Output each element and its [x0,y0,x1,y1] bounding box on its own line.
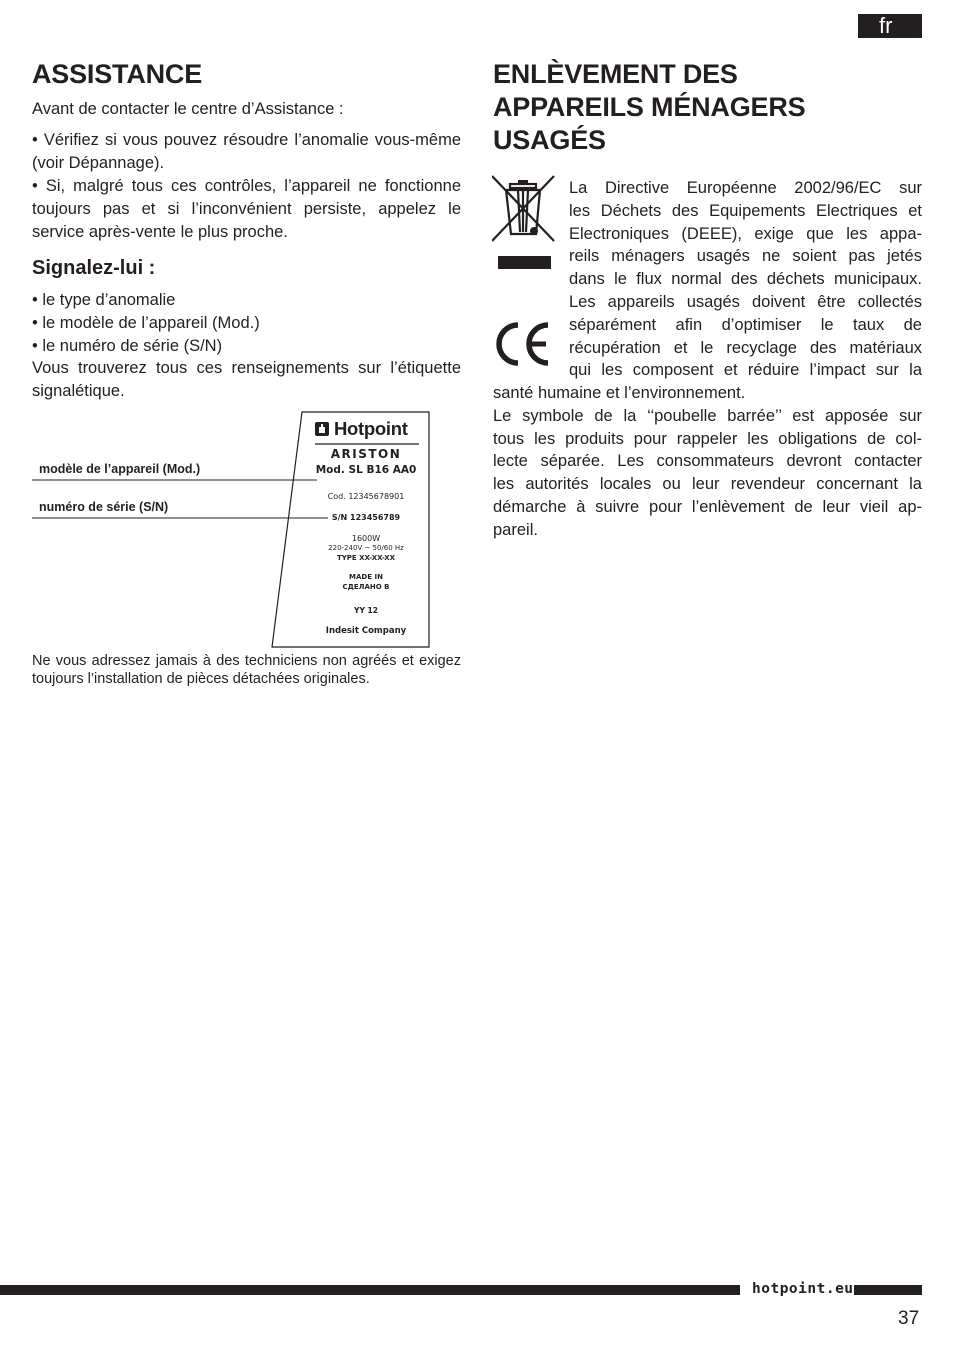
plate-made-in-ru: СДЕЛАНО В [342,583,390,591]
label-info-text: Vous trouverez tous ces renseignements sur l’étiquette signalétique. [32,359,461,400]
list-item-anomaly-type: • le type d’anomalie [32,291,176,309]
disposal-line: qui les composent et réduire l’impact sur la [569,361,922,380]
disposal-line: reils ménagers usagés ne soient pas jetés [569,247,922,266]
technician-note: Ne vous adressez jamais à des techniciens non agréés et exigez toujours l’installation de pièces détachées originales. [32,653,461,687]
footer-bar-right [854,1285,922,1295]
rating-plate-diagram [32,410,462,650]
sub-brand: ARISTON [330,447,402,461]
list-item-model: • le modèle de l’appareil (Mod.) [32,314,260,332]
assistance-bullet-2: • Si, malgré tous ces contrôles, l’appareil ne fonctionne toujours pas et si l’inconvénient persiste, appelez le service après-vente le plus proche. [32,177,461,241]
plate-voltage: 220-240V ~ 50/60 Hz [328,544,404,552]
page-number: 37 [898,1308,920,1329]
plate-serial: S/N 123456789 [331,513,401,522]
plate-cod: Cod. 12345678901 [327,492,405,501]
disposal-line: La Directive Européenne 2002/96/EC sur [569,179,922,197]
language-tag-label: fr [879,13,893,38]
plate-type: TYPE XX-XX-XX [336,554,396,562]
plate-company: Indesit Company [325,626,407,636]
disposal-line: récupération et le recyclage des matériaux [569,338,922,357]
ce-mark-icon [493,319,551,369]
disposal-line: pareil. [493,520,538,539]
assistance-title: ASSISTANCE [32,59,203,89]
disposal-title-line-2: APPAREILS MÉNAGERS [493,92,806,122]
footer-bar-left [0,1285,740,1295]
language-tag [858,14,922,38]
disposal-line: Le symbole de la ‘‘poubelle barrée’’ est apposée sur [493,406,922,425]
disposal-line: séparément afin d’optimiser le taux de [569,315,922,334]
disposal-line: les Déchets des Equipements Electriques et [569,201,922,220]
disposal-paragraph-wrapped [569,177,922,382]
disposal-paragraph-full [493,382,922,542]
caption-serial: numéro de série (S/N) [39,500,169,514]
plate-power: 1600W [351,534,381,543]
assistance-bullet-1: • Vérifiez si vous pouvez résoudre l’anomalie vous-même (voir Dépannage). [32,131,461,172]
disposal-line: dans le flux normal des déchets municipaux. [569,270,922,289]
disposal-line: Electroniques (DEEE), exige que les appa- [569,224,922,243]
plate-made-in: MADE IN [349,573,383,581]
disposal-title-line-1: ENLÈVEMENT DES [493,59,738,89]
hotpoint-logo [315,419,425,441]
hotpoint-logo-icon [315,422,331,438]
disposal-line: lecte séparée. Les consommateurs devront contacter [493,452,922,471]
plate-model: Mod. SL B16 AA0 [315,464,417,476]
disposal-line: les autorités locales ou leur revendeur concernant la [493,475,922,494]
disposal-title-line-3: USAGÉS [493,125,606,155]
crossed-out-wheeled-bin-icon [492,174,556,272]
disposal-line: tous les produits pour rappeler les obligations de col- [493,429,922,448]
footer-url[interactable]: hotpoint.eu [752,1281,854,1297]
disposal-line: santé humaine et l’environnement. [493,384,746,402]
disposal-line: Les appareils usagés doivent être collectés [569,292,922,311]
caption-model: modèle de l’appareil (Mod.) [39,462,201,476]
signalez-subtitle: Signalez-lui : [32,257,156,279]
list-item-serial: • le numéro de série (S/N) [32,337,223,355]
disposal-line: démarche à suivre pour l’enlèvement de leur vieil ap- [493,497,922,516]
plate-year: YY 12 [354,606,378,615]
brand-name: Hotpoint [334,418,408,439]
disposal-title [493,58,922,157]
assistance-intro: Avant de contacter le centre d’Assistance : [32,100,344,118]
